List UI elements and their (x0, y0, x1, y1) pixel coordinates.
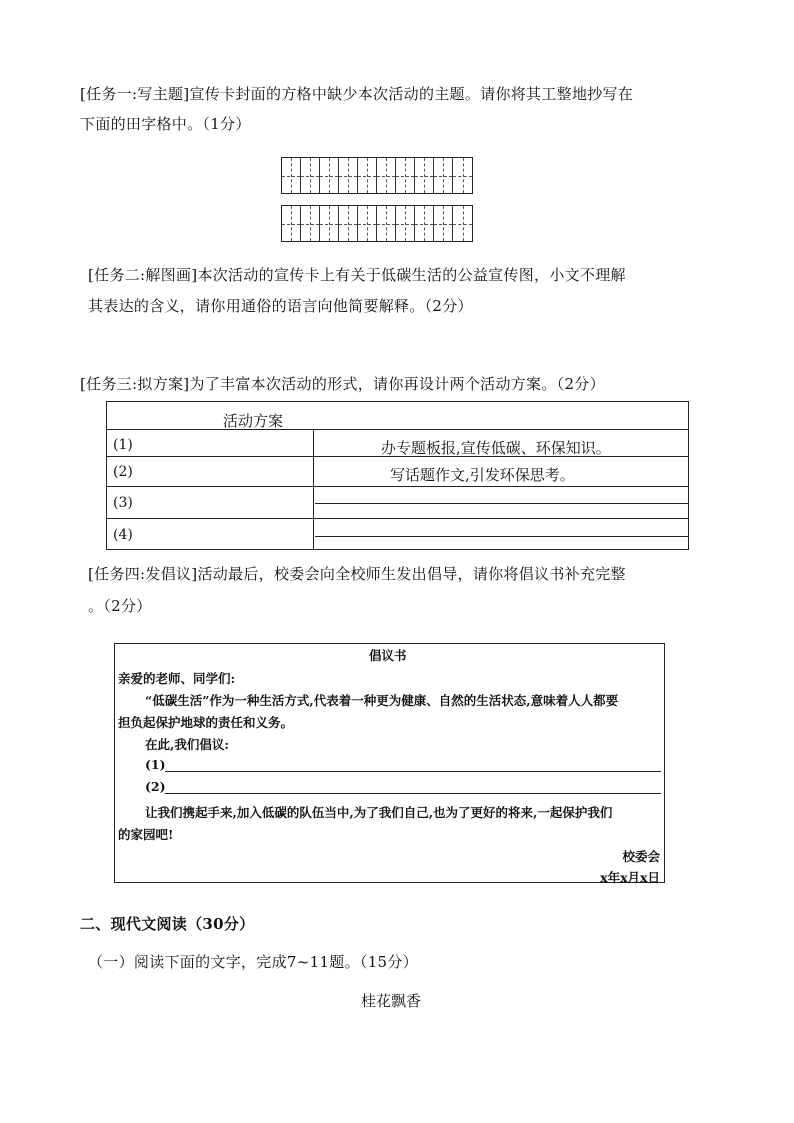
proposal-paragraph: 在此,我们倡议: (145, 737, 229, 752)
table-row[interactable] (107, 518, 688, 551)
proposal-paragraph: 担负起保护地球的责任和义务。 (118, 715, 294, 730)
proposal-signer: 校委会 (622, 849, 660, 864)
table-row[interactable] (107, 486, 688, 519)
activity-plan-table (106, 401, 689, 550)
task2-line1: [任务二:解图画]本次活动的宣传卡上有关于低碳生活的公益宣传图，小文不理解 (88, 266, 626, 284)
essay-title: 桂花飘香 (361, 992, 422, 1010)
proposal-date: x年x月x日 (600, 870, 660, 885)
task1-line1: [任务一:写主题]宣传卡封面的方格中缺少本次活动的主题。请你将其工整地抄写在 (80, 85, 634, 103)
proposal-paragraph: “低碳生活”作为一种生活方式,代表着一种更为健康、自然的生活状态,意味着人人都要 (145, 693, 619, 708)
section-subheading: （一）阅读下面的文字，完成7~11题。（15分） (88, 953, 418, 971)
row-number: (3) (113, 495, 133, 511)
proposal-paragraph: 的家园吧! (118, 827, 174, 842)
task2-line2: 其表达的含义，请你用通俗的语言向他简要解释。（2分） (88, 297, 473, 315)
table-header (107, 402, 688, 430)
answer-line[interactable] (315, 536, 688, 537)
task3-line1: [任务三:拟方案]为了丰富本次活动的形式，请你再设计两个活动方案。（2分） (80, 375, 605, 393)
row-number: (4) (113, 527, 133, 543)
proposal-paragraph: 让我们携起手来,加入低碳的队伍当中,为了我们自己,也为了更好的将来,一起保护我们 (145, 805, 613, 820)
proposal-answer-line-2[interactable] (165, 793, 661, 794)
task4-line2: 。（2分） (88, 597, 152, 615)
task4-line1: [任务四:发倡议]活动最后，校委会向全校师生发出倡导，请你将倡议书补充完整 (88, 565, 626, 583)
proposal-item-number: (2) (145, 779, 166, 794)
table-row (107, 456, 688, 487)
row-number: (2) (113, 464, 133, 480)
proposal-title: 倡议书 (369, 648, 407, 663)
proposal-item-number: (1) (145, 757, 166, 772)
row-content: 办专题板报,宣传低碳、环保知识。 (381, 439, 611, 457)
task1-line2: 下面的田字格中。（1分） (80, 115, 251, 133)
answer-line[interactable] (315, 503, 688, 504)
tianzige-grid-row1[interactable] (281, 157, 473, 194)
section-heading: 二、现代文阅读（30分） (80, 915, 255, 933)
table-header-label: 活动方案 (223, 412, 284, 430)
row-content: 写话题作文,引发环保思考。 (390, 466, 575, 484)
proposal-letter (114, 643, 665, 883)
table-row (107, 429, 688, 457)
tianzige-grid-row2[interactable] (281, 205, 473, 242)
proposal-greeting: 亲爱的老师、同学们: (118, 671, 236, 686)
proposal-answer-line-1[interactable] (165, 771, 661, 772)
row-number: (1) (113, 437, 133, 453)
